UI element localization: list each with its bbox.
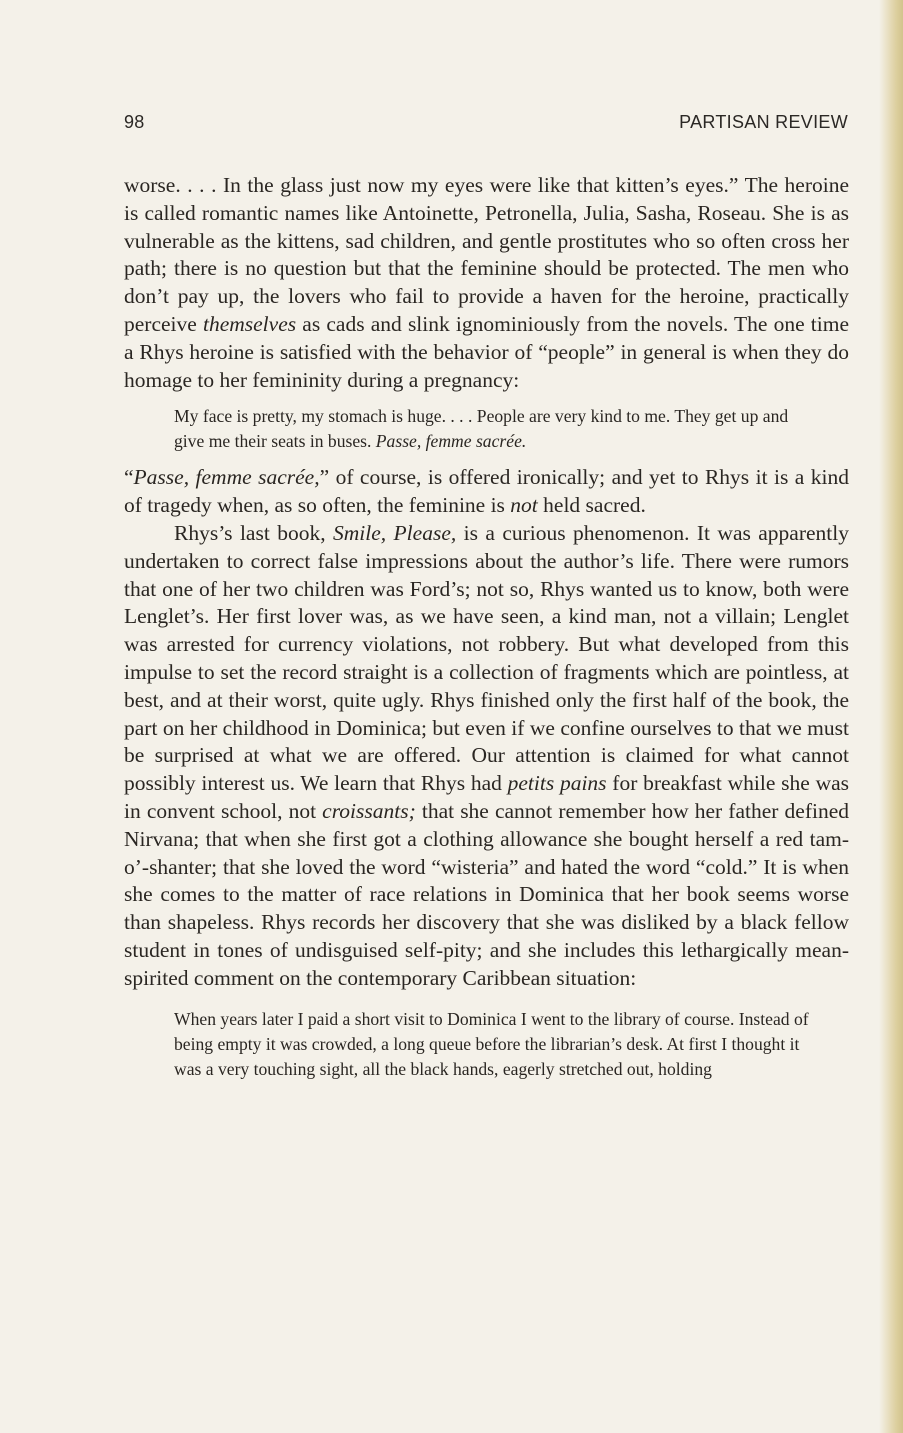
running-head: PARTISAN REVIEW: [679, 112, 848, 132]
page-number: 98: [124, 112, 145, 132]
block-quote: When years later I paid a short visit to Dominica I went to the library of course. Instead of being empty it was crowded, a long queue before the librarian’s desk. At first I thought it was a very touching sight, all the black hands, eagerly stretched out, holding: [174, 1008, 809, 1079]
paragraph: worse. . . . In the glass just now my eyes were like that kitten’s eyes.” The heroine is called romantic names like Antoinette, Petronella, Julia, Sasha, Roseau. She is as vulnerable as the kittens, sad children, and gentle prostitutes who so often cross her path; there is no question but that the feminine should be protected. The men who don’t pay up, the lovers who fail to provide a haven for the heroine, practically perceive themselves as cads and slink ignominiously from the novels. The one time a Rhys heroine is satisfied with the behavior of “people” in general is when they do homage to her femininity during a pregnancy:: [124, 173, 850, 392]
body-text: [124, 172, 849, 1082]
paragraph: Rhys’s last book, Smile, Please, is a curious phenomenon. It was apparently undertaken to correct false impressions about the author’s life. There were rumors that one of her two children was Ford’s; not so, Rhys wanted us to know, both were Lenglet’s. Her first lover was, as we have seen, a kind man, not a villain; Lenglet was arrested for currency violations, not robbery. But what developed from this impulse to set the record straight is a collection of fragments which are pointless, at best, and at their worst, quite ugly. Rhys finished only the first half of the book, the part on her childhood in Dominica; but even if we confine ourselves to that we must be surprised at what we are offered. Our attention is claimed for what cannot possibly interest us. We learn that Rhys had petits pains for breakfast while she was in convent school, not croissants; that she cannot remember how her father defined Nirvana; that when she first got a clothing allowance she bought herself a red tam-o’-shanter; that she loved the word “wisteria” and hated the word “cold.” It is when she comes to the matter of race relations in Dominica that her book seems worse than shapeless. Rhys records her discovery that she was disliked by a black fellow student in tones of undisguised self-pity; and she includes this lethargically mean-spirited comment on the contemporary Caribbean situation:: [124, 520, 849, 990]
page-edge-shadow: [879, 0, 903, 1433]
page-header: [124, 112, 848, 138]
paragraph: “Passe, femme sacrée,” of course, is offered ironically; and yet to Rhys it is a kind of tragedy when, as so often, the feminine is not held sacred.: [124, 465, 849, 518]
block-quote: My face is pretty, my stomach is huge. . . . People are very kind to me. They get up and give me their seats in buses. Passe, femme sacrée.: [174, 406, 789, 452]
